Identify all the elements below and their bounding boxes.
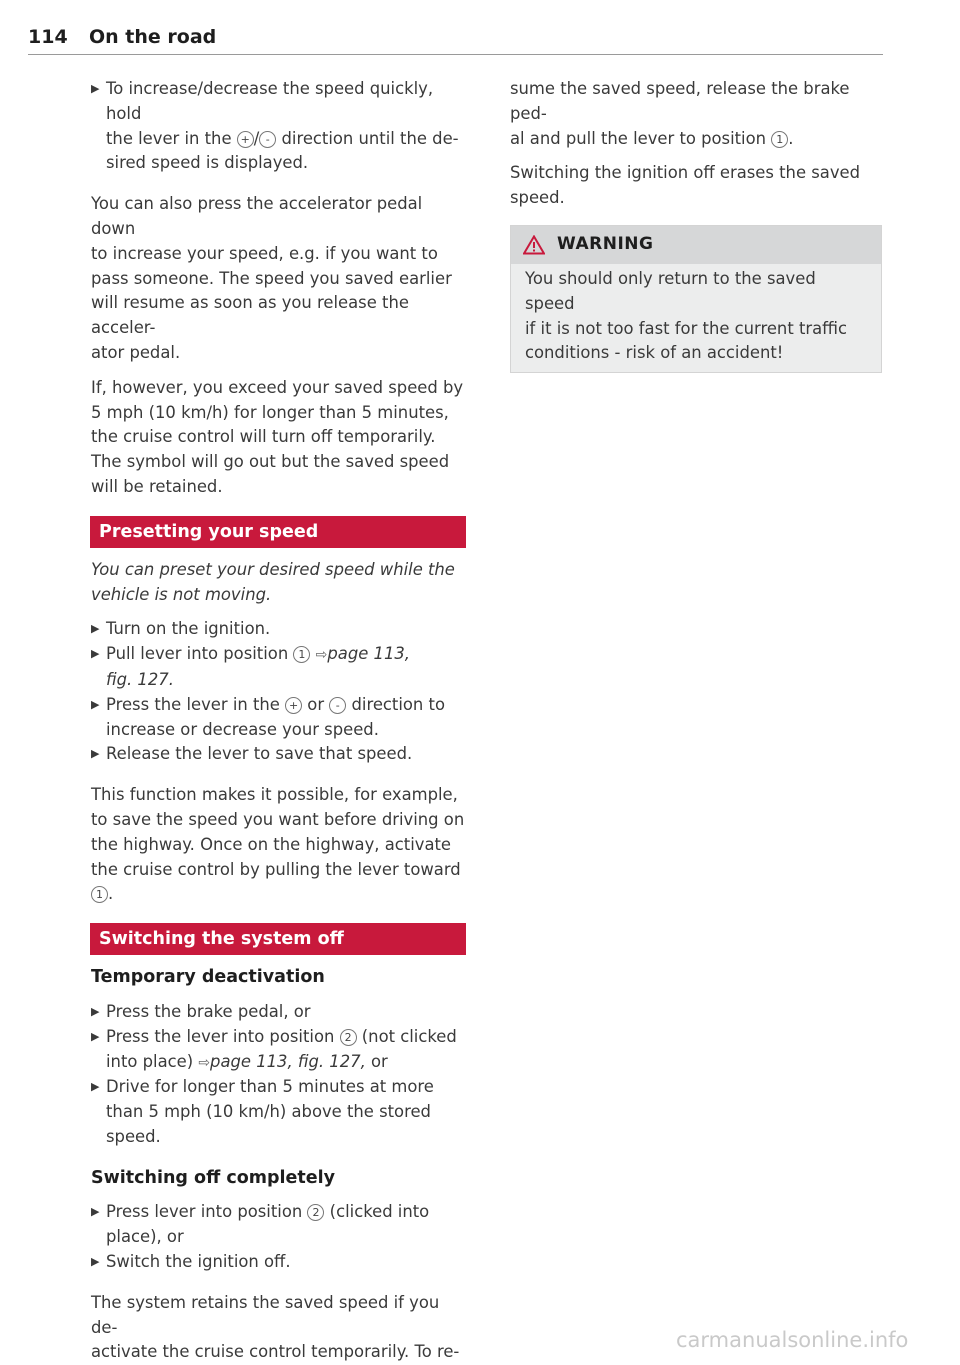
preset-step-press-lever: ▶ Press the lever in the + or - direction to increase or decrease your speed.: [91, 694, 445, 739]
complete-step-ignition: ▶ Switch the ignition off.: [91, 1250, 465, 1275]
plus-symbol-icon: +: [285, 697, 302, 714]
subheading-temporary: Temporary deactivation: [91, 967, 325, 988]
watermark: carmanualsonline.info: [676, 1328, 909, 1352]
bullet-arrow-icon: ▶: [91, 747, 100, 761]
paragraph-resume: sume the saved speed, release the brake ped- al and pull the lever to position 1 .: [510, 79, 850, 148]
bullet-arrow-icon: ▶: [91, 697, 100, 711]
bullet-arrow-icon: ▶: [91, 1029, 100, 1043]
subheading-complete: Switching off completely: [91, 1167, 336, 1188]
minus-symbol-icon: -: [329, 697, 346, 714]
warning-header: [511, 226, 881, 264]
temp-step-drive: ▶ Drive for longer than 5 minutes at more than 5 mph (10 km/h) above the stored speed.: [91, 1077, 434, 1146]
left-column: [91, 77, 465, 1365]
paragraph-accelerator: You can also press the accelerator pedal down to increase your speed, e.g. if you want to pass someone. The speed you saved earlier will resume as soon as you release the acceler- ator pedal.: [91, 194, 452, 362]
preset-step-ignition: ▶ Turn on the ignition.: [91, 617, 465, 642]
temp-step-brake: ▶ Press the brake pedal, or: [91, 1000, 465, 1025]
page-header: [28, 22, 883, 55]
warning-triangle-icon: [523, 235, 545, 255]
section-switching-off: Switching the system off: [90, 923, 466, 955]
complete-step-press-lever: ▶ Press lever into position 2 (clicked into place), or: [91, 1202, 430, 1247]
bullet-arrow-icon: ▶: [91, 622, 100, 636]
reference-arrow-icon: ⇨: [315, 647, 328, 664]
page-reference-link[interactable]: page 113,: [327, 644, 411, 664]
temp-step-press-lever: ▶ Press the lever into position 2 (not clicked into place) ⇨page 113, fig. 127, or: [91, 1026, 457, 1071]
section-presetting-speed: Presetting your speed: [90, 516, 466, 548]
step-speed-quickly: ▶ To increase/decrease the speed quickly, hold the lever in the + / - direction until the de- sired speed is displayed.: [91, 79, 459, 173]
bullet-arrow-icon: ▶: [91, 1004, 100, 1018]
preset-intro: You can preset your desired speed while the vehicle is not moving.: [91, 559, 455, 604]
position-2-icon: 2: [307, 1204, 324, 1221]
position-1-icon: 1: [771, 131, 788, 148]
paragraph-function: This function makes it possible, for example, to save the speed you want before driving on the highway. Once on the highway, activate the cruise control by pulling the lever toward 1 .: [91, 785, 465, 904]
bullet-arrow-icon: ▶: [91, 1255, 100, 1269]
plus-symbol-icon: +: [237, 131, 254, 148]
position-1-icon: 1: [293, 646, 310, 663]
paragraph-retain: The system retains the saved speed if you de- activate the cruise control temporarily. To re-: [91, 1292, 460, 1362]
preset-step-pull-lever: ▶ Pull lever into position 1 ⇨page 113, fig. 127.: [91, 644, 411, 689]
warning-text: You should only return to the saved speed if it is not too fast for the current traffic conditions - risk of an accident!: [525, 268, 848, 363]
page-number: 114: [28, 26, 68, 48]
paragraph-exceed: If, however, you exceed your saved speed by 5 mph (10 km/h) for longer than 5 minutes, the cruise control will turn off temporarily. The symbol will go out but the saved speed will be retained.: [91, 377, 464, 496]
chapter-title: On the road: [89, 26, 217, 48]
bullet-arrow-icon: ▶: [91, 647, 100, 661]
reference-arrow-icon: ⇨: [198, 1054, 211, 1071]
warning-title: WARNING: [557, 233, 654, 254]
minus-symbol-icon: -: [259, 131, 276, 148]
warning-box: [510, 225, 882, 373]
bullet-arrow-icon: ▶: [91, 1080, 100, 1094]
position-2-icon: 2: [340, 1029, 357, 1046]
page-reference-link[interactable]: page 113, fig. 127,: [210, 1051, 366, 1071]
bullet-arrow-icon: ▶: [91, 82, 100, 95]
right-column: [510, 77, 882, 373]
position-1-icon: 1: [91, 886, 108, 903]
preset-step-release: ▶ Release the lever to save that speed.: [91, 742, 465, 767]
bullet-arrow-icon: ▶: [91, 1205, 100, 1219]
paragraph-erase: Switching the ignition off erases the saved speed.: [510, 163, 861, 208]
